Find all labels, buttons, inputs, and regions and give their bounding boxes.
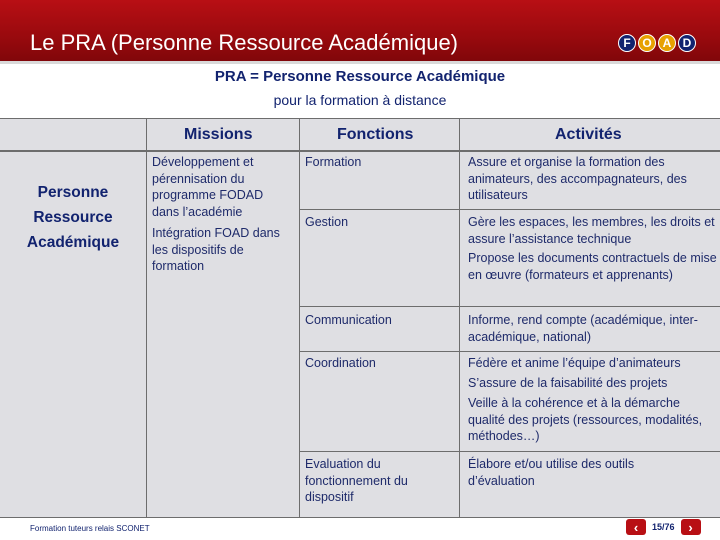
fonction-gestion: Gestion (305, 215, 349, 229)
row-label-line: Ressource (33, 209, 113, 226)
activite-coordination-faisabilite: S’assure de la faisabilité des projets (468, 376, 668, 390)
activite-gestion-documents: Propose les documents contractuels de mise en œuvre (formateurs et apprenants) (468, 251, 717, 282)
column-separator (299, 118, 300, 517)
row-label (6, 180, 140, 255)
header-bar (0, 0, 720, 64)
column-header-fonctions: Fonctions (337, 126, 414, 143)
activite-formation: Assure et organise la formation des animateurs, des accompagnateurs, des utilisateurs (468, 155, 687, 202)
header-separator (0, 150, 720, 152)
fonction-coordination: Coordination (305, 356, 376, 370)
subtitle-definition: PRA = Personne Ressource Académique (214, 68, 506, 85)
column-header-missions: Missions (184, 126, 253, 143)
subtitle-context: pour la formation à distance (273, 92, 447, 108)
table-border-bottom (0, 517, 720, 518)
mission-development: Développement et pérennisation du programme FODAD dans l’académie (152, 155, 264, 219)
footer-course-title: Formation tuteurs relais SCONET (30, 524, 150, 533)
slide-title: Le PRA (Personne Ressource Académique) (30, 30, 459, 55)
header-divider (0, 61, 720, 64)
activite-coordination-qualite: Veille à la cohérence et à la démarche qualité des projets (ressources, modalités, méthodes…) (468, 396, 703, 443)
column-separator (146, 118, 147, 517)
foad-logo (618, 34, 696, 54)
row-label-line: Personne (37, 184, 109, 201)
logo-letter-d: D (678, 34, 696, 52)
fonction-communication: Communication (305, 313, 392, 327)
activite-gestion-assistance: Gère les espaces, les membres, les droits et assure l’assistance technique (468, 215, 715, 246)
fonction-evaluation: Evaluation du fonctionnement du dispositif (305, 457, 408, 504)
slide-navigation (626, 517, 701, 537)
previous-slide-button[interactable]: ‹ (626, 519, 646, 535)
row-separator (299, 451, 720, 452)
column-header-activites: Activités (555, 126, 622, 143)
activite-evaluation: Élabore et/ou utilise des outils d’évaluation (468, 457, 635, 488)
logo-letter-a: A (658, 34, 676, 52)
row-separator (299, 306, 720, 307)
logo-letter-f: F (618, 34, 636, 52)
logo-letter-o: O (638, 34, 656, 52)
row-separator (299, 351, 720, 352)
page-number: 15/76 (652, 522, 675, 532)
table-border-top (0, 118, 720, 119)
row-label-line: Académique (26, 234, 120, 251)
column-separator (459, 118, 460, 517)
row-separator (299, 209, 720, 210)
next-slide-button[interactable]: › (681, 519, 701, 535)
mission-integration: Intégration FOAD dans les dispositifs de formation (152, 226, 280, 273)
fonction-formation: Formation (305, 155, 362, 169)
activite-communication: Informe, rend compte (académique, inter-académique, national) (468, 313, 698, 344)
activite-coordination-equipe: Fédère et anime l’équipe d’animateurs (468, 356, 681, 370)
